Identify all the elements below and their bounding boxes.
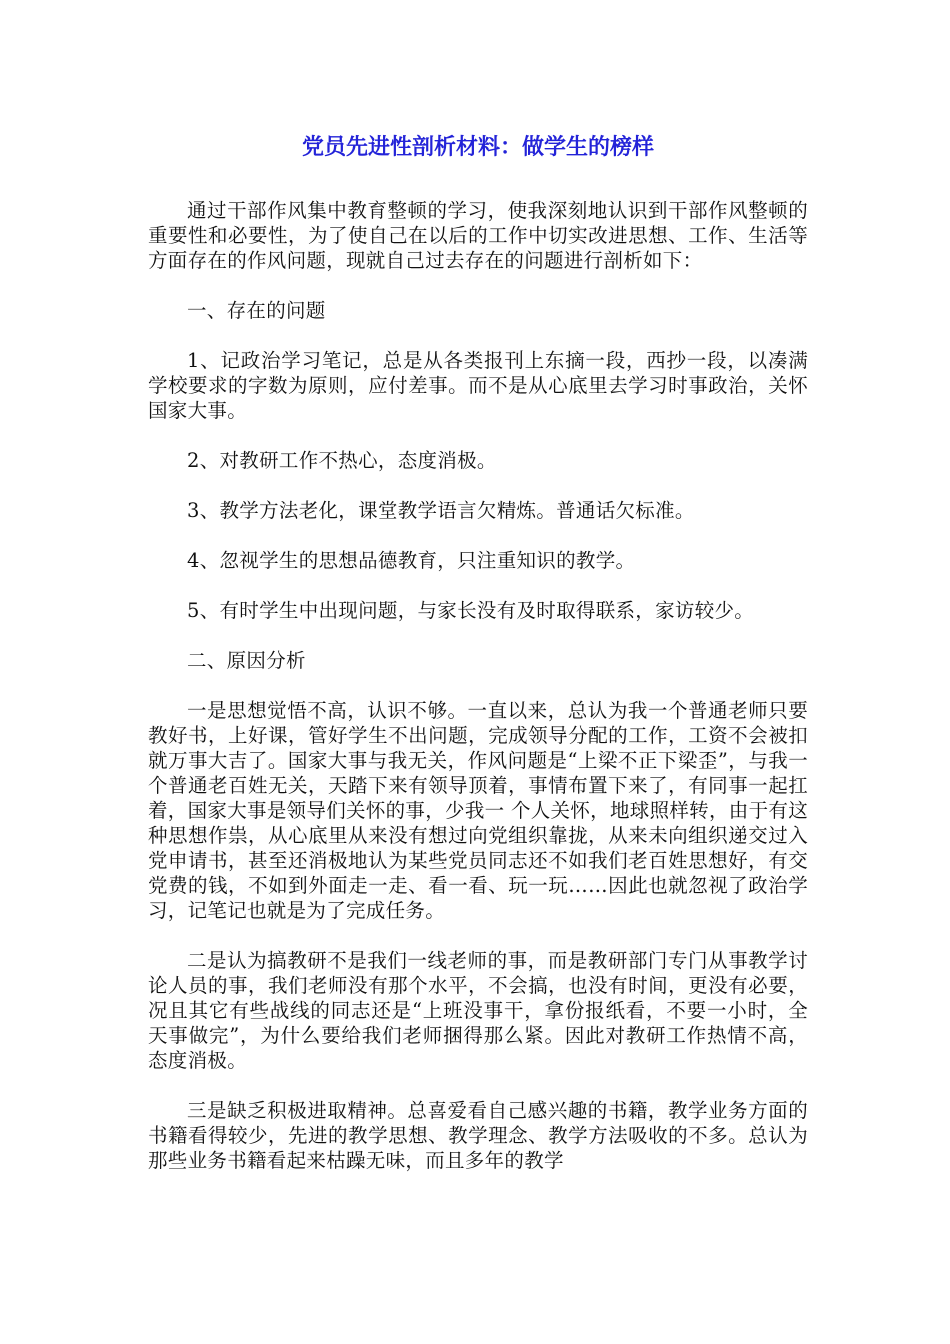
document-page xyxy=(148,128,808,1198)
problem-item-2: 2、对教研工作不热心，态度消极。 xyxy=(187,449,497,472)
problem-item-1: 1、记政治学习笔记，总是从各类报刊上东摘一段，西抄一段，以凑满学校要求的字数为原则，应付差事。而不是从心底里去学习时事政治，关怀国家大事。 xyxy=(148,349,808,422)
problem-item-4: 4、忽视学生的思想品德教育，只注重知识的教学。 xyxy=(187,549,636,572)
cause-paragraph-1: 一是思想觉悟不高，认识不够。一直以来，总认为我一个普通老师只要教好书，上好课，管好学生不出问题，完成领导分配的工作，工资不会被扣就万事大吉了。国家大事与我无关，作风问题是“上梁不正下梁歪”，与我一个普通老百姓无关，天踏下来有领导顶着，事情布置下来了，有同事一起扛着，国家大事是领导们关怀的事，少我一 个人关怀，地球照样转，由于有这种思想作祟，从心底里从来没有想过向党组织靠拢，从来未向组织递交过入党申请书，甚至还消极地认为某些党员同志还不如我们老百姓思想好，有交党费的钱，不如到外面走一走、看一看、玩一玩……因此也就忽视了政治学习，记笔记也就是为了完成任务。 xyxy=(148,699,808,922)
intro-paragraph: 通过干部作风集中教育整顿的学习，使我深刻地认识到干部作风整顿的重要性和必要性，为了使自己在以后的工作中切实改进思想、工作、生活等方面存在的作风问题，现就自己过去存在的问题进行剖析如下： xyxy=(148,199,808,272)
cause-paragraph-2: 二是认为搞教研不是我们一线老师的事，而是教研部门专门从事教学讨论人员的事，我们老师没有那个水平，不会搞，也没有时间，更没有必要，况且其它有些战线的同志还是“上班没事干，拿份报纸看，不要一小时，全天事做完”，为什么要给我们老师捆得那么紧。因此对教研工作热情不高，态度消极。 xyxy=(148,949,808,1072)
problem-item-3: 3、教学方法老化，课堂教学语言欠精炼。普通话欠标准。 xyxy=(187,499,695,522)
document-title: 党员先进性剖析材料：做学生的榜样 xyxy=(301,135,654,160)
section-heading-problems: 一、存在的问题 xyxy=(187,299,326,322)
cause-paragraph-3: 三是缺乏积极进取精神。总喜爱看自己感兴趣的书籍，教学业务方面的书籍看得较少，先进的教学思想、教学理念、教学方法吸收的不多。总认为那些业务书籍看起来枯躁无味，而且多年的教学 xyxy=(148,1099,808,1172)
section-heading-causes: 二、原因分析 xyxy=(187,649,306,672)
problem-item-5: 5、有时学生中出现问题，与家长没有及时取得联系，家访较少。 xyxy=(187,599,755,622)
